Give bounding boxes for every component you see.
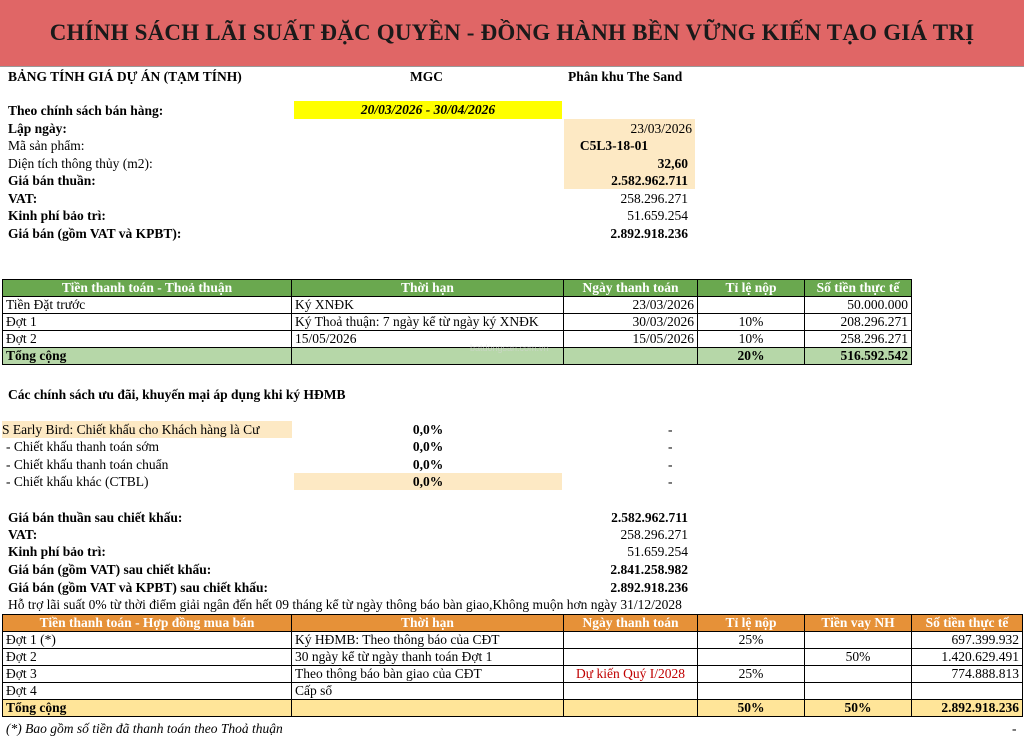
cell: Theo thông báo bàn giao của CĐT [292, 666, 564, 683]
col-header: Tiền vay NH [805, 615, 912, 632]
vat-value: 258.296.271 [620, 191, 688, 206]
cell: 25% [698, 666, 805, 683]
promo-item-label: - Chiết khấu thanh toán sớm [6, 439, 159, 454]
cell [564, 683, 698, 700]
promo-item-label: S Early Bird: Chiết khấu cho Khách hàng là Cư [2, 421, 292, 438]
price-with-vat-value: 2.841.258.982 [610, 562, 688, 577]
cell: 50% [698, 700, 805, 717]
total-after-label: Giá bán (gồm VAT và KPBT) sau chiết khấu: [8, 580, 269, 595]
cell [698, 649, 805, 666]
cell: Đợt 1 [3, 314, 292, 331]
total-price-label: Giá bán (gồm VAT và KPBT): [8, 226, 182, 241]
table-total-row [3, 348, 912, 365]
cell: 30 ngày kể từ ngày thanh toán Đợt 1 [292, 649, 564, 666]
table-header-row [3, 615, 1023, 632]
subzone-name: Phân khu The Sand [568, 69, 683, 84]
cell [292, 700, 564, 717]
cell [564, 700, 698, 717]
cell [564, 632, 698, 649]
net-price-value: 2.582.962.711 [611, 173, 688, 188]
interest-support-note: Hỗ trợ lãi suất 0% từ thời điểm giải ngân đến hết 09 tháng kể từ ngày thông báo bàn giao,Không muộn hơn ngày 31/12/2028 [8, 597, 682, 612]
cell [805, 632, 912, 649]
date-value: 23/03/2026 [630, 121, 692, 136]
table-row [3, 632, 1023, 649]
promo-item-pct: 0,0% [412, 422, 444, 437]
promo-item-value: - [668, 439, 673, 454]
cell: 10% [698, 314, 805, 331]
table-row [3, 314, 912, 331]
cell: 20% [698, 348, 805, 365]
col-header: Tiền thanh toán - Hợp đồng mua bán [3, 615, 292, 632]
cell: 15/05/2026 [564, 331, 698, 348]
banner-title: CHÍNH SÁCH LÃI SUẤT ĐẶC QUYỀN - ĐỒNG HÀNH BỀN VỮNG KIẾN TẠO GIÁ TRỊ [49, 20, 975, 45]
net-price-label: Giá bán thuần: [8, 173, 96, 188]
cell: Cấp sổ [292, 683, 564, 700]
col-header: Tỉ lệ nộp [698, 615, 805, 632]
watermark-logo: batdongsan.com.vn [470, 343, 549, 353]
cell: 2.892.918.236 [912, 700, 1023, 717]
product-code-value: C5L3-18-01 [579, 138, 649, 153]
policy-label: Theo chính sách bán hàng: [8, 103, 164, 118]
total-after-value: 2.892.918.236 [610, 580, 688, 595]
promo-item-label: - Chiết khấu khác (CTBL) [6, 474, 149, 489]
cell: Đợt 2 [3, 331, 292, 348]
area-value: 32,60 [657, 156, 688, 171]
promo-item-label: - Chiết khấu thanh toán chuẩn [6, 457, 169, 472]
col-header: Tiền thanh toán - Thoả thuận [3, 280, 292, 297]
cell [805, 666, 912, 683]
col-header: Ngày thanh toán [564, 280, 698, 297]
col-header: Thời hạn [292, 615, 564, 632]
vat-after-label: VAT: [8, 527, 38, 542]
col-header: Ngày thanh toán [564, 615, 698, 632]
footnote-dash: - [1012, 721, 1017, 736]
project-name: MGC [410, 69, 443, 84]
deposit-payment-table [2, 279, 912, 365]
table-row [3, 297, 912, 314]
cell: 50% [805, 649, 912, 666]
table-header-row [3, 280, 912, 297]
cell: Đợt 4 [3, 683, 292, 700]
contract-payment-table [2, 614, 1023, 717]
vat-label: VAT: [8, 191, 38, 206]
cell: Đợt 2 [3, 649, 292, 666]
promo-item-value: - [668, 474, 673, 489]
promo-item-value: - [668, 457, 673, 472]
table-row [3, 683, 1023, 700]
col-header: Số tiền thực tế [805, 280, 912, 297]
cell: 25% [698, 632, 805, 649]
cell: 774.888.813 [912, 666, 1023, 683]
maintenance-after-value: 51.659.254 [627, 544, 688, 559]
table-row [3, 666, 1023, 683]
col-header: Số tiền thực tế [912, 615, 1023, 632]
cell: Tổng cộng [3, 348, 292, 365]
cell: 30/03/2026 [564, 314, 698, 331]
cell: 23/03/2026 [564, 297, 698, 314]
page-banner [0, 0, 1024, 67]
cell [564, 649, 698, 666]
promo-heading: Các chính sách ưu đãi, khuyến mại áp dụng khi ký HĐMB [8, 387, 346, 402]
cell: Đợt 3 [3, 666, 292, 683]
cell [698, 297, 805, 314]
sheet-title: BẢNG TÍNH GIÁ DỰ ÁN (TẠM TÍNH) [8, 69, 242, 84]
table-row [3, 331, 912, 348]
date-label: Lập ngày: [8, 121, 67, 136]
maintenance-after-label: Kinh phí bảo trì: [8, 544, 106, 559]
product-code-label: Mã sản phẩm: [8, 138, 85, 153]
maintenance-label: Kinh phí bảo trì: [8, 208, 106, 223]
net-after-discount-label: Giá bán thuần sau chiết khấu: [8, 510, 183, 525]
cell: Ký Thoả thuận: 7 ngày kể từ ngày ký XNĐK [292, 314, 564, 331]
policy-period: 20/03/2026 - 30/04/2026 [294, 101, 562, 119]
cell [564, 348, 698, 365]
net-after-discount-value: 2.582.962.711 [611, 510, 688, 525]
cell: 208.296.271 [805, 314, 912, 331]
cell: 10% [698, 331, 805, 348]
area-label: Diện tích thông thủy (m2): [8, 156, 153, 171]
table-row [3, 649, 1023, 666]
cell: Ký HĐMB: Theo thông báo của CĐT [292, 632, 564, 649]
cell: 50.000.000 [805, 297, 912, 314]
promo-item-pct: 0,0% [294, 473, 562, 490]
promo-item-pct: 0,0% [412, 457, 444, 472]
cell: Đợt 1 (*) [3, 632, 292, 649]
promo-item-pct: 0,0% [412, 439, 444, 454]
cell: Dự kiến Quý I/2028 [564, 666, 698, 683]
cell: 15/05/2026 [292, 331, 564, 348]
cell: 697.399.932 [912, 632, 1023, 649]
col-header: Tỉ lệ nộp [698, 280, 805, 297]
cell: 516.592.542 [805, 348, 912, 365]
table-total-row [3, 700, 1023, 717]
cell [805, 683, 912, 700]
cell: Tổng cộng [3, 700, 292, 717]
maintenance-value: 51.659.254 [627, 208, 688, 223]
cell: 258.296.271 [805, 331, 912, 348]
col-header: Thời hạn [292, 280, 564, 297]
cell: 1.420.629.491 [912, 649, 1023, 666]
cell: Ký XNĐK [292, 297, 564, 314]
price-with-vat-label: Giá bán (gồm VAT) sau chiết khấu: [8, 562, 212, 577]
total-price-value: 2.892.918.236 [610, 226, 688, 241]
cell [698, 683, 805, 700]
cell: Tiền Đặt trước [3, 297, 292, 314]
cell: 50% [805, 700, 912, 717]
vat-after-value: 258.296.271 [620, 527, 688, 542]
footnote: (*) Bao gồm số tiền đã thanh toán theo Thoả thuận [6, 721, 283, 736]
promo-item-value: - [668, 422, 673, 437]
cell [912, 683, 1023, 700]
